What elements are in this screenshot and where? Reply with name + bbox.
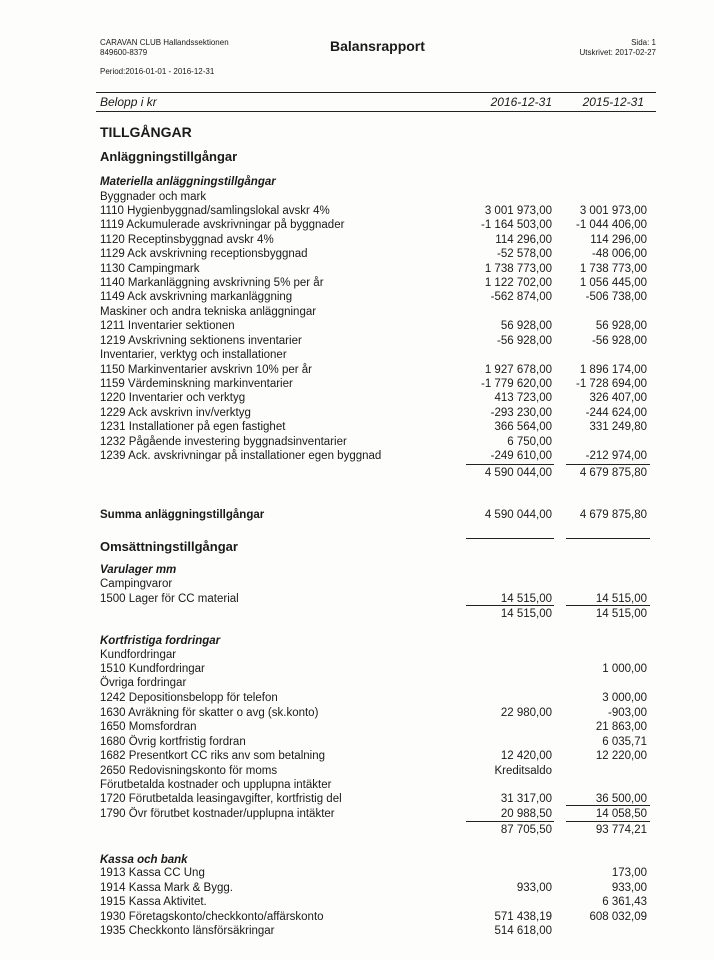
amount-2015: 173,00 xyxy=(611,867,647,879)
amount-2016: 571 438,19 xyxy=(494,911,552,923)
amount-2016: -1 164 503,00 xyxy=(481,219,552,231)
account-row xyxy=(0,218,714,232)
amount-2015: -212 974,00 xyxy=(585,450,647,462)
row-label: 1242 Depositionsbelopp för telefon xyxy=(100,692,278,704)
row-label: Summa anläggningstillgångar xyxy=(100,509,265,521)
row-label: Inventarier, verktyg och installationer xyxy=(100,349,287,361)
row-label: Maskiner och andra tekniska anläggningar xyxy=(100,306,317,318)
row-label: 1119 Ackumulerade avskrivningar på byggnader xyxy=(100,219,345,231)
account-row xyxy=(0,881,714,895)
account-row xyxy=(0,866,714,880)
account-row xyxy=(0,247,714,261)
account-row xyxy=(0,577,714,591)
amount-2015: 4 679 875,80 xyxy=(579,509,647,521)
account-row xyxy=(0,807,714,821)
amount-2016: 20 988,50 xyxy=(500,808,552,820)
account-row xyxy=(0,334,714,348)
account-row xyxy=(0,190,714,204)
row-label: Omsättningstillgångar xyxy=(100,539,238,554)
account-row xyxy=(0,895,714,909)
amount-2015: 608 032,09 xyxy=(589,911,647,923)
organization-name: CARAVAN CLUB Hallandssektionen xyxy=(100,38,229,47)
amount-2015: 1 738 773,00 xyxy=(579,263,647,275)
report-title: Balansrapport xyxy=(330,38,425,54)
account-row xyxy=(0,435,714,449)
row-label: 1229 Ack avskrivn inv/verktyg xyxy=(100,407,251,419)
row-label: 1211 Inventarier sektionen xyxy=(100,320,235,332)
amount-2016: 12 420,00 xyxy=(500,750,552,762)
amount-2016: 366 564,00 xyxy=(494,421,552,433)
account-row xyxy=(0,735,714,749)
page-meta xyxy=(580,38,656,58)
total-rule-2016 xyxy=(466,605,554,606)
total-rule-2016 xyxy=(466,538,554,539)
amount-2016: 6 750,00 xyxy=(507,436,552,448)
amount-2015: 4 679 875,80 xyxy=(579,467,647,479)
amount-2016: 87 705,50 xyxy=(500,824,552,836)
total-rule-2016 xyxy=(466,821,554,822)
amount-2015: 36 500,00 xyxy=(595,793,647,805)
account-row xyxy=(0,706,714,720)
total-rule-2016 xyxy=(466,464,554,465)
summary-row xyxy=(0,508,714,522)
account-row xyxy=(0,648,714,662)
row-label: 1220 Inventarier och verktyg xyxy=(100,392,246,404)
account-row xyxy=(0,377,714,391)
row-label: 1219 Avskrivning sektionens inventarier xyxy=(100,335,302,347)
row-label: 1790 Övr förutbet kostnader/upplupna intäkter xyxy=(100,808,335,820)
amount-2016: 56 928,00 xyxy=(500,320,552,332)
amount-2016: -56 928,00 xyxy=(497,335,552,347)
subtotal-row xyxy=(0,607,714,621)
amount-2015: 12 220,00 xyxy=(595,750,647,762)
account-row xyxy=(0,233,714,247)
account-row xyxy=(0,449,714,463)
amount-2015: -1 044 406,00 xyxy=(576,219,647,231)
page-number: Sida: 1 xyxy=(631,38,656,47)
amount-2015: 56 928,00 xyxy=(595,320,647,332)
account-row xyxy=(0,764,714,778)
amount-2016: -562 874,00 xyxy=(490,291,552,303)
row-label: 1239 Ack. avskrivningar på installationer egen byggnad xyxy=(100,450,382,462)
row-label: 1720 Förutbetalda leasingavgifter, kortfristig del xyxy=(100,793,342,805)
amount-2016: 1 122 702,00 xyxy=(484,277,552,289)
period: Period:2016-01-01 - 2016-12-31 xyxy=(100,67,215,76)
row-label: 2650 Redovisningskonto för moms xyxy=(100,765,278,777)
row-label: 1232 Pågående investering byggnadsinventarier xyxy=(100,436,347,448)
organization-block xyxy=(100,38,229,58)
amount-2016: 31 317,00 xyxy=(500,793,552,805)
account-row xyxy=(0,204,714,218)
amount-2015: 933,00 xyxy=(611,882,647,894)
amount-2016: 514 618,00 xyxy=(494,925,552,937)
row-label: 1110 Hygienbyggnad/samlingslokal avskr 4% xyxy=(100,205,330,217)
row-label: 1150 Markinventarier avskrivn 10% per år xyxy=(100,364,312,376)
amount-2016: 933,00 xyxy=(516,882,552,894)
account-row xyxy=(0,691,714,705)
amount-2016: 14 515,00 xyxy=(500,593,552,605)
amount-2015: 93 774,21 xyxy=(595,824,647,836)
amount-2016: 3 001 973,00 xyxy=(484,205,552,217)
row-label: Varulager mm xyxy=(100,564,177,576)
total-rule-2015 xyxy=(566,805,650,806)
row-label: Kassa och bank xyxy=(100,854,188,866)
amount-2016: 4 590 044,00 xyxy=(484,509,552,521)
amount-2015: 326 407,00 xyxy=(589,392,647,404)
amount-2015: 3 000,00 xyxy=(602,692,647,704)
account-row xyxy=(0,792,714,806)
total-rule-2015 xyxy=(566,538,650,539)
amount-2015: 14 515,00 xyxy=(595,608,647,620)
amount-2016: 22 980,00 xyxy=(500,707,552,719)
amount-2016: -293 230,00 xyxy=(490,407,552,419)
amount-2015: 6 361,43 xyxy=(602,896,647,908)
row-label: 1120 Receptinsbyggnad avskr 4% xyxy=(100,234,274,246)
amount-2015: -506 738,00 xyxy=(585,291,647,303)
section-heading xyxy=(0,175,714,189)
account-row xyxy=(0,290,714,304)
account-row xyxy=(0,319,714,333)
organization-number: 849600-8379 xyxy=(100,48,148,57)
account-row xyxy=(0,662,714,676)
amount-2016: 1 927 678,00 xyxy=(484,364,552,376)
print-date: Utskrivet: 2017-02-27 xyxy=(579,48,656,57)
amount-2015: -1 728 694,00 xyxy=(576,378,647,390)
amount-2015: -56 928,00 xyxy=(592,335,647,347)
account-row xyxy=(0,420,714,434)
row-label: 1231 Installationer på egen fastighet xyxy=(100,421,286,433)
section-heading xyxy=(0,125,714,139)
amount-2015: -48 006,00 xyxy=(592,248,647,260)
row-label: Övriga fordringar xyxy=(100,677,187,689)
header-rule-top xyxy=(96,92,656,93)
column-header-2015: 2015-12-31 xyxy=(582,95,644,109)
amount-2015: 1 000,00 xyxy=(602,663,647,675)
subtotal-row xyxy=(0,466,714,480)
amount-2015: 1 896 174,00 xyxy=(579,364,647,376)
row-label: Byggnader och mark xyxy=(100,191,207,203)
row-label: Campingvaror xyxy=(100,578,173,590)
row-label: 1682 Presentkort CC riks anv som betalning xyxy=(100,750,325,762)
section-heading xyxy=(0,540,714,554)
section-heading xyxy=(0,634,714,648)
row-label: 1510 Kundfordringar xyxy=(100,663,205,675)
row-label: Förutbetalda kostnader och upplupna intäkter xyxy=(100,779,332,791)
amount-2016: -249 610,00 xyxy=(490,450,552,462)
amount-2016: 4 590 044,00 xyxy=(484,467,552,479)
row-label: 1914 Kassa Mark & Bygg. xyxy=(100,882,233,894)
total-rule-2015 xyxy=(566,464,650,465)
section-heading xyxy=(0,563,714,577)
amount-2016: 413 723,00 xyxy=(494,392,552,404)
row-label: 1630 Avräkning för skatter o avg (sk.konto) xyxy=(100,707,319,719)
account-row xyxy=(0,749,714,763)
amount-2015: -903,00 xyxy=(607,707,647,719)
section-heading xyxy=(0,150,714,164)
total-rule-2015 xyxy=(566,605,650,606)
row-label: 1650 Momsfordran xyxy=(100,721,197,733)
column-header-amount: Belopp i kr xyxy=(100,95,157,109)
amount-2015: 3 001 973,00 xyxy=(579,205,647,217)
row-label: 1680 Övrig kortfristig fordran xyxy=(100,736,246,748)
row-label: 1500 Lager för CC material xyxy=(100,593,239,605)
account-row xyxy=(0,592,714,606)
account-row xyxy=(0,924,714,938)
account-row xyxy=(0,276,714,290)
row-label: 1130 Campingmark xyxy=(100,263,200,275)
account-row xyxy=(0,262,714,276)
header-rule-bottom xyxy=(96,111,656,112)
row-label: 1935 Checkkonto länsförsäkringar xyxy=(100,925,275,937)
section-heading xyxy=(0,853,714,867)
account-row xyxy=(0,910,714,924)
row-label: 1915 Kassa Aktivitet. xyxy=(100,896,207,908)
amount-2015: 14 058,50 xyxy=(595,808,647,820)
row-label: 1149 Ack avskrivning markanläggning xyxy=(100,291,293,303)
amount-2016: -1 779 620,00 xyxy=(481,378,552,390)
amount-2015: 1 056 445,00 xyxy=(579,277,647,289)
row-label: 1930 Företagskonto/checkkonto/affärskonto xyxy=(100,911,324,923)
row-label: 1140 Markanläggning avskrivning 5% per år xyxy=(100,277,324,289)
row-label: Materiella anläggningstillgångar xyxy=(100,176,276,188)
account-row xyxy=(0,348,714,362)
subtotal-row xyxy=(0,823,714,837)
row-label: Anläggningstillgångar xyxy=(100,149,238,164)
amount-2015: 14 515,00 xyxy=(595,593,647,605)
amount-2015: -244 624,00 xyxy=(585,407,647,419)
amount-2015: 21 863,00 xyxy=(595,721,647,733)
total-rule-2015 xyxy=(566,821,650,822)
amount-2015: 6 035,71 xyxy=(602,736,647,748)
account-row xyxy=(0,363,714,377)
account-row xyxy=(0,676,714,690)
account-row xyxy=(0,406,714,420)
amount-2015: 114 296,00 xyxy=(590,234,647,246)
row-label: Kundfordringar xyxy=(100,649,177,661)
account-row xyxy=(0,778,714,792)
amount-2016: -52 578,00 xyxy=(497,248,552,260)
column-header-2016: 2016-12-31 xyxy=(490,95,552,109)
row-label: 1159 Värdeminskning markinventarier xyxy=(100,378,293,390)
amount-2016: 1 738 773,00 xyxy=(484,263,552,275)
amount-2016: Kreditsaldo xyxy=(494,765,552,777)
account-row xyxy=(0,305,714,319)
amount-2016: 114 296,00 xyxy=(495,234,552,246)
amount-2015: 331 249,80 xyxy=(589,421,647,433)
row-label: Kortfristiga fordringar xyxy=(100,635,221,647)
row-label: 1913 Kassa CC Ung xyxy=(100,867,205,879)
account-row xyxy=(0,391,714,405)
account-row xyxy=(0,720,714,734)
row-label: TILLGÅNGAR xyxy=(100,124,192,140)
amount-2016: 14 515,00 xyxy=(500,608,552,620)
row-label: 1129 Ack avskrivning receptionsbyggnad xyxy=(100,248,308,260)
